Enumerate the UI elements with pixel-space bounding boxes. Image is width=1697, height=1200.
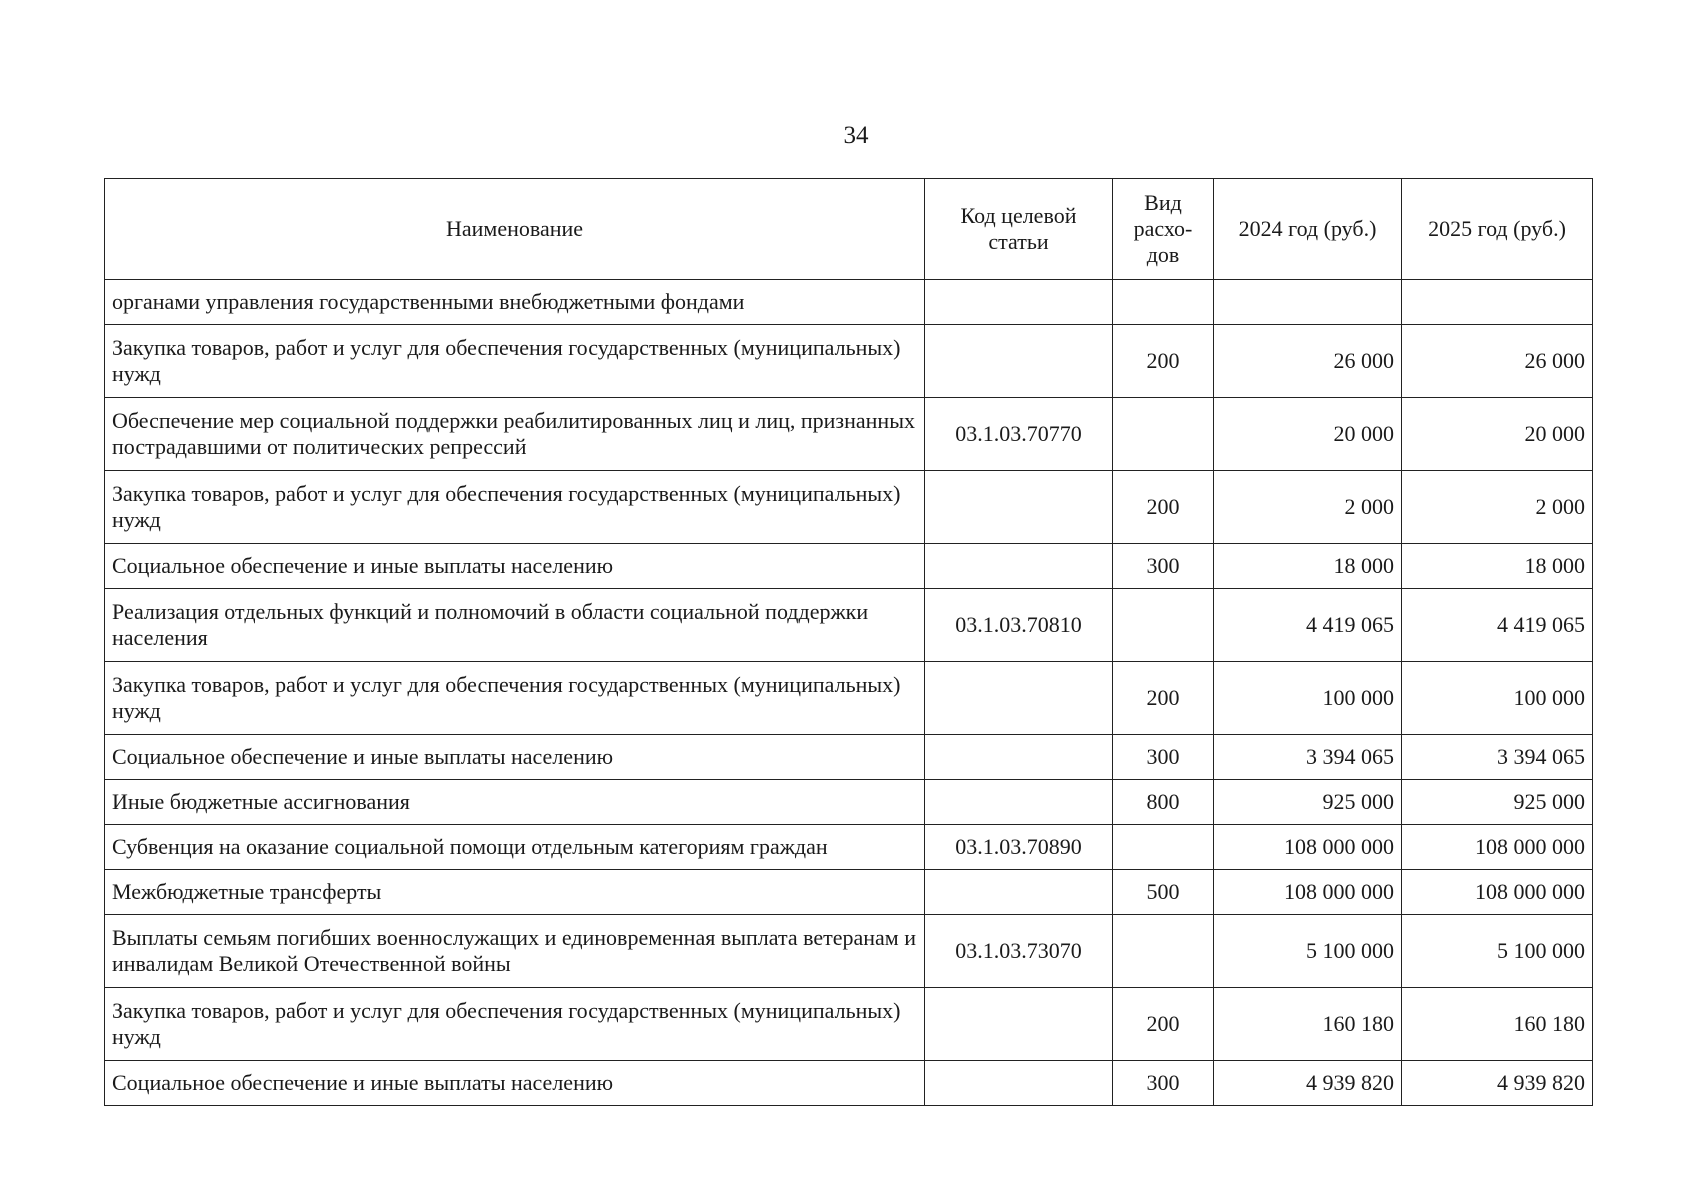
cell-code (925, 280, 1113, 325)
cell-kind: 300 (1113, 544, 1214, 589)
header-name: Наименование (105, 179, 925, 280)
cell-kind (1113, 398, 1214, 471)
cell-name: Социальное обеспечение и иные выплаты населению (105, 735, 925, 780)
cell-2025: 160 180 (1402, 988, 1593, 1061)
cell-kind: 200 (1113, 988, 1214, 1061)
cell-code (925, 780, 1113, 825)
cell-2024: 108 000 000 (1214, 825, 1402, 870)
cell-code (925, 870, 1113, 915)
page-number: 34 (843, 122, 869, 149)
cell-kind: 800 (1113, 780, 1214, 825)
cell-2024: 20 000 (1214, 398, 1402, 471)
cell-kind (1113, 825, 1214, 870)
cell-code: 03.1.03.70770 (925, 398, 1113, 471)
cell-kind: 300 (1113, 1061, 1214, 1106)
table-row (105, 915, 1593, 988)
table-row (105, 825, 1593, 870)
cell-2024: 3 394 065 (1214, 735, 1402, 780)
cell-name: Обеспечение мер социальной поддержки реабилитированных лиц и лиц, признанных пострадавшими от политических репрессий (105, 398, 925, 471)
header-2024: 2024 год (руб.) (1214, 179, 1402, 280)
cell-name: Иные бюджетные ассигнования (105, 780, 925, 825)
cell-code: 03.1.03.70810 (925, 589, 1113, 662)
cell-name: органами управления государственными внебюджетными фондами (105, 280, 925, 325)
cell-kind (1113, 280, 1214, 325)
cell-2024: 4 939 820 (1214, 1061, 1402, 1106)
cell-2025 (1402, 280, 1593, 325)
table-row (105, 1061, 1593, 1106)
cell-2024 (1214, 280, 1402, 325)
budget-table (104, 178, 1593, 1106)
cell-kind: 300 (1113, 735, 1214, 780)
cell-2024: 100 000 (1214, 662, 1402, 735)
cell-2025: 108 000 000 (1402, 825, 1593, 870)
cell-2024: 26 000 (1214, 325, 1402, 398)
table-row (105, 280, 1593, 325)
cell-2024: 2 000 (1214, 471, 1402, 544)
cell-2025: 108 000 000 (1402, 870, 1593, 915)
cell-code (925, 662, 1113, 735)
cell-code (925, 735, 1113, 780)
cell-kind (1113, 915, 1214, 988)
cell-name: Социальное обеспечение и иные выплаты населению (105, 1061, 925, 1106)
cell-2024: 4 419 065 (1214, 589, 1402, 662)
cell-2024: 18 000 (1214, 544, 1402, 589)
cell-name: Закупка товаров, работ и услуг для обеспечения государственных (муниципальных) нужд (105, 662, 925, 735)
cell-kind: 500 (1113, 870, 1214, 915)
cell-kind: 200 (1113, 471, 1214, 544)
cell-2025: 4 939 820 (1402, 1061, 1593, 1106)
cell-2025: 100 000 (1402, 662, 1593, 735)
cell-name: Реализация отдельных функций и полномочий в области социальной поддержки населения (105, 589, 925, 662)
cell-2024: 108 000 000 (1214, 870, 1402, 915)
cell-2025: 20 000 (1402, 398, 1593, 471)
cell-code: 03.1.03.73070 (925, 915, 1113, 988)
cell-name: Выплаты семьям погибших военнослужащих и единовременная выплата ветеранам и инвалидам Великой Отечественной войны (105, 915, 925, 988)
table-row (105, 662, 1593, 735)
header-code: Код целевой статьи (925, 179, 1113, 280)
cell-name: Закупка товаров, работ и услуг для обеспечения государственных (муниципальных) нужд (105, 471, 925, 544)
cell-2025: 3 394 065 (1402, 735, 1593, 780)
table-header-row (105, 179, 1593, 280)
cell-2025: 18 000 (1402, 544, 1593, 589)
cell-name: Закупка товаров, работ и услуг для обеспечения государственных (муниципальных) нужд (105, 325, 925, 398)
header-kind: Вид расхо-дов (1113, 179, 1214, 280)
cell-kind (1113, 589, 1214, 662)
cell-code (925, 471, 1113, 544)
table-row (105, 735, 1593, 780)
cell-kind: 200 (1113, 325, 1214, 398)
cell-2025: 5 100 000 (1402, 915, 1593, 988)
cell-2025: 2 000 (1402, 471, 1593, 544)
table-row (105, 589, 1593, 662)
header-2025: 2025 год (руб.) (1402, 179, 1593, 280)
table-row (105, 988, 1593, 1061)
cell-code (925, 1061, 1113, 1106)
cell-name: Субвенция на оказание социальной помощи отдельным категориям граждан (105, 825, 925, 870)
table-row (105, 870, 1593, 915)
cell-code (925, 988, 1113, 1061)
cell-2025: 4 419 065 (1402, 589, 1593, 662)
cell-code (925, 325, 1113, 398)
table-row (105, 544, 1593, 589)
cell-2024: 925 000 (1214, 780, 1402, 825)
table-row (105, 780, 1593, 825)
table-row (105, 471, 1593, 544)
table-row (105, 325, 1593, 398)
cell-name: Закупка товаров, работ и услуг для обеспечения государственных (муниципальных) нужд (105, 988, 925, 1061)
cell-name: Межбюджетные трансферты (105, 870, 925, 915)
cell-2024: 160 180 (1214, 988, 1402, 1061)
cell-2025: 26 000 (1402, 325, 1593, 398)
cell-kind: 200 (1113, 662, 1214, 735)
cell-code (925, 544, 1113, 589)
cell-2025: 925 000 (1402, 780, 1593, 825)
cell-code: 03.1.03.70890 (925, 825, 1113, 870)
table-row (105, 398, 1593, 471)
cell-2024: 5 100 000 (1214, 915, 1402, 988)
cell-name: Социальное обеспечение и иные выплаты населению (105, 544, 925, 589)
